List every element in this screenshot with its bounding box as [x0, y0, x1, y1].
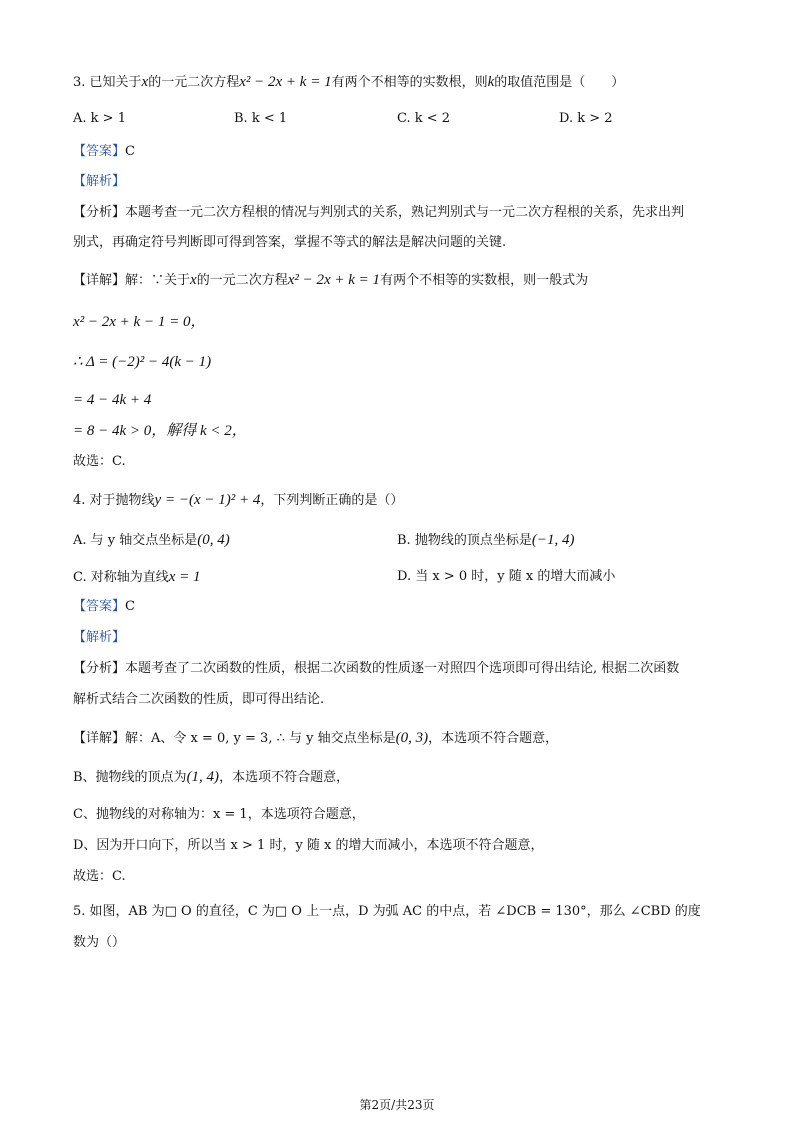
q4-xiangjie-tail: ，本选项不符合题意， [428, 731, 559, 746]
q4-option-a-label: A. 与 y 轴交点坐标是 [73, 533, 198, 548]
q3-stem [73, 72, 624, 93]
q3-option-c: C. k < 2 [397, 111, 451, 126]
q3-xiangjie-text-b: 的一元二次方程 [196, 273, 288, 288]
q4-equation: y = −(x − 1)² + 4 [154, 492, 261, 508]
q3-line-3: = 4 − 4k + 4 [73, 392, 152, 408]
q4-xiangjie-tag: 【详解】 [73, 731, 126, 746]
q4-option-a-value: (0, 4) [197, 532, 230, 548]
q3-stem-text-c: 有两个不相等的实数根，则 [331, 75, 488, 90]
q3-xiangjie-var-x: x [190, 272, 197, 288]
q4-line-d: D、因为开口向下，所以当 x > 1 时，y 随 x 的增大而减小，本选项不符合题意， [73, 838, 544, 853]
q3-line-2: ∴ Δ = (−2)² − 4(k − 1) [73, 354, 212, 370]
q3-stem-text-b: 的一元二次方程 [148, 75, 240, 90]
q4-line-c: C、抛物线的对称轴为：x = 1，本选项符合题意， [73, 807, 365, 822]
q3-xiangjie-text-c: 有两个不相等的实数根，则一般式为 [380, 273, 589, 288]
q3-answer [73, 142, 135, 162]
q3-xiangjie-text-a: 解：∵关于 [125, 273, 191, 288]
q3-fenxi-tag: 【分析】 [73, 205, 126, 220]
q4-answer-value: C [125, 599, 135, 614]
q3-line-1: x² − 2x + k − 1 = 0， [73, 314, 206, 330]
q4-option-b [397, 530, 574, 551]
q4-line-b-tail: ，本选项不符合题意， [219, 770, 350, 785]
q5-stem-2: 数为（） [73, 935, 126, 950]
q5-stem-1: 5. 如图，AB 为□ O 的直径，C 为□ O 上一点，D 为弧 AC 的中点，若 ∠DCB = 130°，那么 ∠CBD 的度 [73, 904, 701, 919]
q4-fenxi-tag: 【分析】 [73, 661, 126, 676]
q3-guxuan: 故选：C. [73, 454, 126, 469]
q3-stem-text-a: 3. 已知关于 [73, 75, 142, 90]
q3-fenxi-2: 别式，再确定符号判断即可得到答案，掌握不等式的解法是解决问题的关键. [73, 235, 507, 250]
q4-xiangjie [73, 728, 558, 749]
q3-answer-value: C [125, 144, 135, 159]
q3-equation: x² − 2x + k = 1 [239, 74, 332, 90]
q3-xiangjie-equation: x² − 2x + k = 1 [287, 272, 381, 288]
q3-jiexi-tag: 【解析】 [73, 174, 126, 189]
q4-fenxi-2: 解析式结合二次函数的性质，即可得出结论. [73, 692, 325, 707]
q4-option-b-label: B. 抛物线的顶点坐标是 [397, 533, 532, 548]
q3-var-x: x [141, 74, 149, 90]
q4-line-b-value: (1, 4) [186, 769, 220, 785]
q4-fenxi-text-1: 本题考查了二次函数的性质，根据二次函数的性质逐一对照四个选项即可得出结论, 根据二次函数 [125, 661, 680, 676]
q4-stem-text-b: ，下列判断正确的是（） [260, 493, 404, 508]
q4-xiangjie-text-a: 解：A、令 x = 0, y = 3, ∴ 与 y 轴交点坐标是 [125, 731, 396, 746]
q4-stem [73, 490, 403, 511]
q3-var-k: k [487, 74, 495, 90]
q4-line-b-head: B、抛物线的顶点为 [73, 770, 187, 785]
q3-xiangjie [73, 270, 588, 291]
q3-answer-tag: 【答案】 [73, 144, 126, 159]
q4-guxuan: 故选：C. [73, 869, 126, 884]
q3-option-b: B. k < 1 [234, 111, 288, 126]
q3-fenxi-text-1: 本题考查一元二次方程根的情况与判别式的关系，熟记判别式与一元二次方程根的关系，先求出判 [125, 205, 685, 220]
q3-fenxi-1 [73, 203, 684, 223]
page-footer: 第2页/共23页 [359, 1098, 435, 1112]
q4-answer-tag: 【答案】 [73, 599, 126, 614]
q3-stem-text-d: 的取值范围是（ ） [494, 75, 625, 90]
q4-line-b [73, 767, 349, 788]
q3-option-a: A. k > 1 [73, 111, 126, 126]
q3-line-4: = 8 − 4k > 0，解得 k < 2， [73, 423, 247, 439]
q4-option-c-value: x = 1 [168, 569, 201, 585]
q4-xiangjie-value: (0, 3) [395, 730, 429, 746]
q4-stem-text-a: 4. 对于抛物线 [73, 493, 155, 508]
q4-option-d: D. 当 x > 0 时，y 随 x 的增大而减小 [397, 569, 616, 584]
q4-answer [73, 597, 135, 617]
q4-option-b-value: (−1, 4) [531, 532, 575, 548]
q4-option-a [73, 530, 230, 551]
q4-option-c-label: C. 对称轴为直线 [73, 570, 169, 585]
q4-fenxi-1 [73, 659, 679, 679]
q4-option-c [73, 567, 201, 588]
q3-xiangjie-tag: 【详解】 [73, 273, 126, 288]
q4-jiexi-tag: 【解析】 [73, 630, 126, 645]
q3-option-d: D. k > 2 [559, 111, 613, 126]
